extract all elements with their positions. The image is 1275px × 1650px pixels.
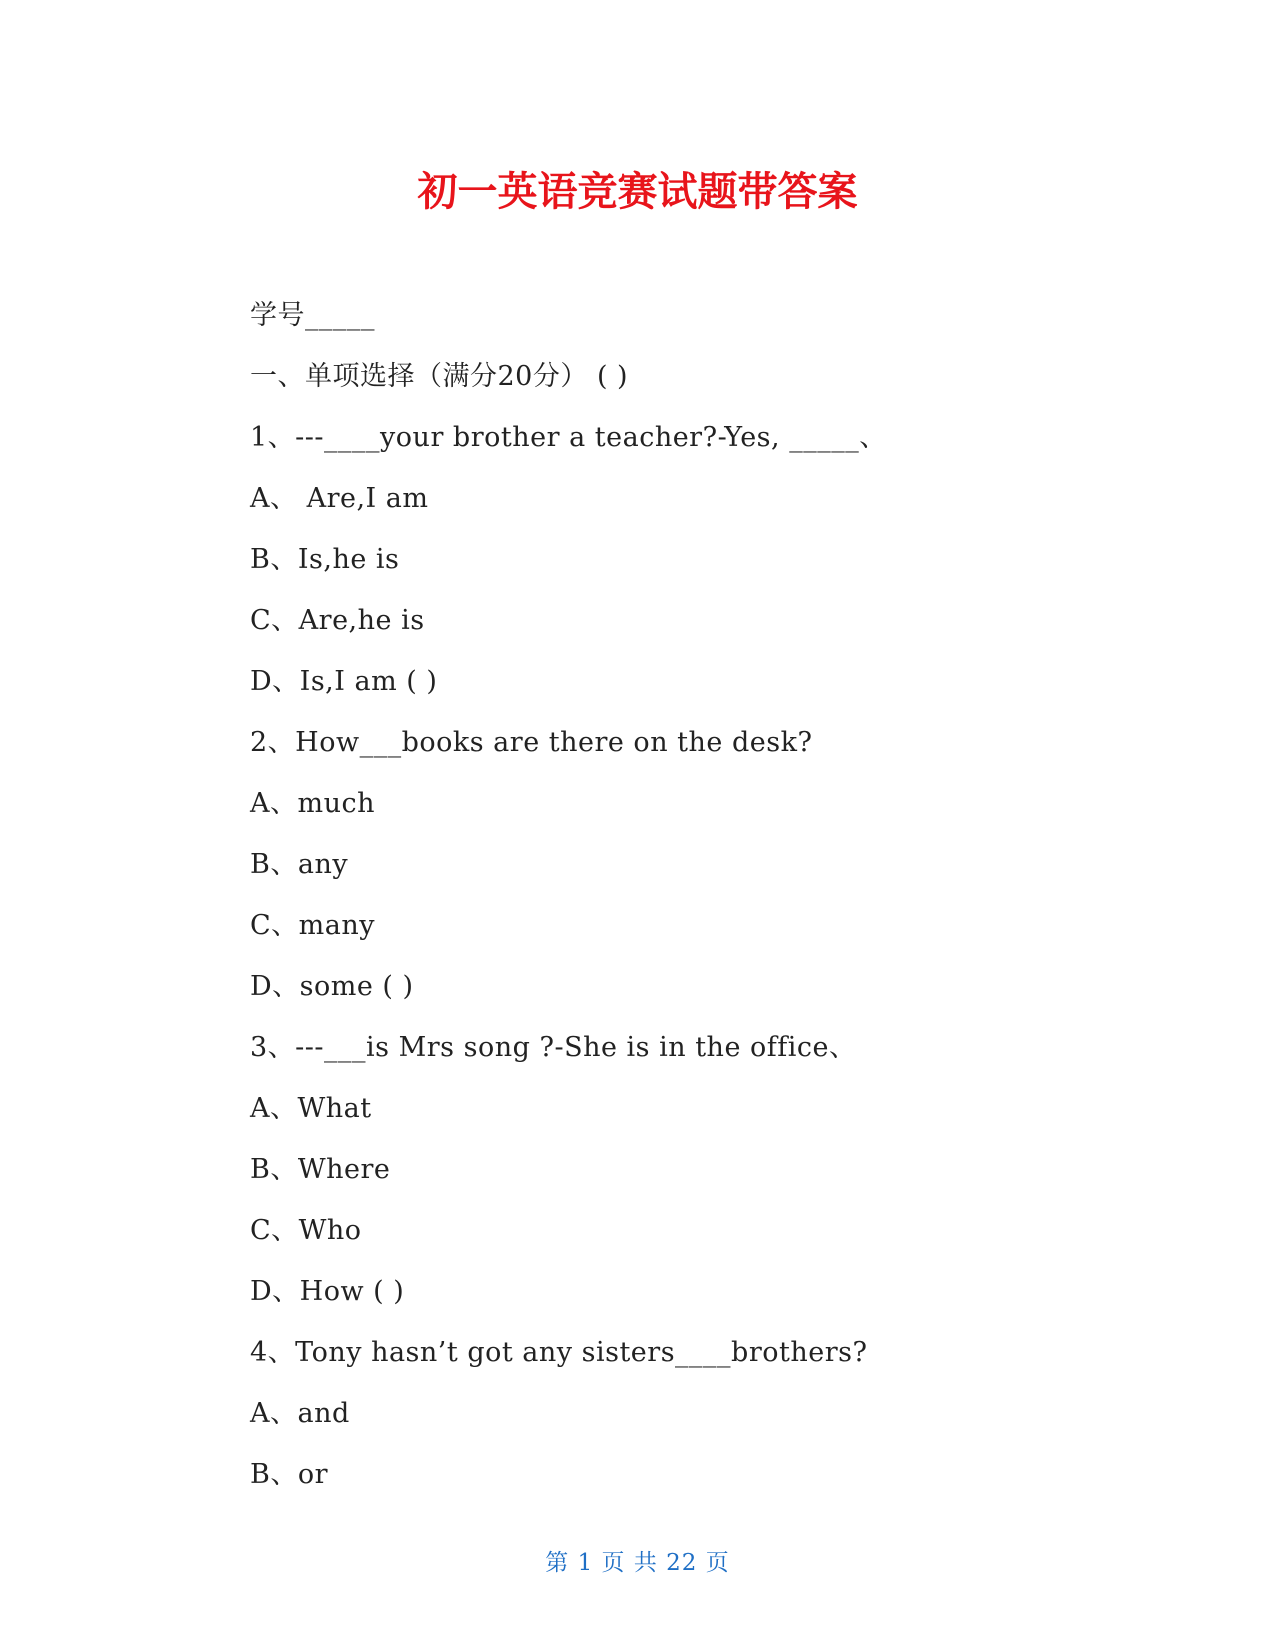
- question-2: 2、How___books are there on the desk?: [250, 727, 813, 758]
- question-4: 4、Tony hasn’t got any sisters____brothers?: [250, 1337, 868, 1368]
- q2-option-d: D、some ( ): [250, 971, 414, 1002]
- question-1: 1、---____your brother a teacher?-Yes, _____、: [250, 422, 887, 453]
- q1-option-d: D、Is,I am ( ): [250, 666, 438, 697]
- page-footer: 第 1 页 共 22 页: [545, 1550, 730, 1576]
- section-heading: 一、单项选择（满分20分） ( ): [250, 361, 629, 392]
- q3-option-c: C、Who: [250, 1215, 362, 1246]
- student-id-line: 学号_____: [250, 300, 375, 331]
- document-body: [250, 296, 1050, 1516]
- q2-option-c: C、many: [250, 910, 376, 941]
- q2-option-b: B、any: [250, 849, 349, 880]
- q4-option-a: A、and: [250, 1398, 350, 1429]
- q4-option-b: B、or: [250, 1459, 329, 1490]
- q2-option-a: A、much: [250, 788, 376, 819]
- q1-option-a: A、 Are,I am: [250, 483, 429, 514]
- q3-option-d: D、How ( ): [250, 1276, 405, 1307]
- q3-option-a: A、What: [250, 1093, 372, 1124]
- q1-option-c: C、Are,he is: [250, 605, 425, 636]
- document-title: 初一英语竞赛试题带答案: [417, 169, 858, 215]
- question-3: 3、---___is Mrs song ?-She is in the office、: [250, 1032, 857, 1063]
- q3-option-b: B、Where: [250, 1154, 391, 1185]
- q1-option-b: B、Is,he is: [250, 544, 400, 575]
